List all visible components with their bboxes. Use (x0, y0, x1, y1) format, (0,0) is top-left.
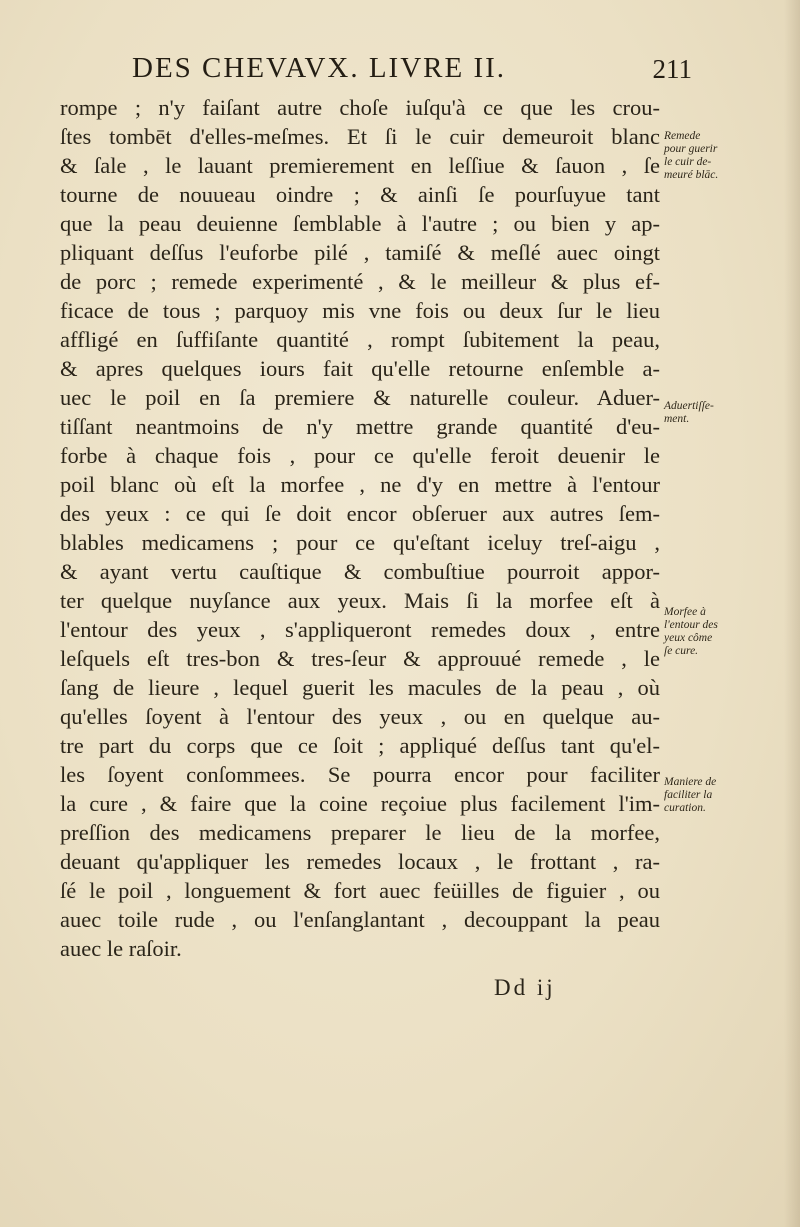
text-line: l'entour des yeux , s'appliqueront remedes doux , entre (60, 617, 660, 642)
text-line: tourne de nouueau oindre ; & ainſi ſe pourſuyue tant (60, 182, 660, 207)
text-line: leſquels eſt tres-bon & tres-ſeur & approuué remede , le (60, 646, 660, 671)
text-line: auec le raſoir. (60, 936, 182, 961)
running-header (132, 52, 692, 90)
text-line: tiſſant neantmoins de n'y mettre grande quantité d'eu- (60, 414, 660, 439)
text-line: preſſion des medicamens preparer le lieu de la morfee, (60, 820, 660, 845)
margin-note-remede (664, 130, 792, 182)
text-line: uec le poil en ſa premiere & naturelle couleur. Aduer- (60, 385, 660, 410)
catchword-signature: Dd ij (494, 975, 556, 1000)
text-line: forbe à chaque fois , pour ce qu'elle feroit deuenir le (60, 443, 660, 468)
margin-note-line: ment. (664, 413, 690, 425)
margin-note-maniere (664, 776, 792, 815)
text-line: que la peau deuienne ſemblable à l'autre ; ou bien y ap- (60, 211, 660, 236)
text-line: ſang de lieure , lequel guerit les macules de la peau , où (60, 675, 660, 700)
margin-note-morfee (664, 606, 792, 658)
text-line: & ayant vertu cauſtique & combuſtiue pourroit appor- (60, 559, 660, 584)
running-title: DES CHEVAVX. LIVRE II. (132, 52, 507, 84)
text-line: qu'elles ſoyent à l'entour des yeux , ou en quelque au- (60, 704, 660, 729)
text-line: affligé en ſuffiſante quantité , rompt ſubitement la peau, (60, 327, 660, 352)
margin-note-aduertissement (664, 400, 792, 426)
margin-note-line: yeux côme (664, 632, 713, 644)
margin-note-line: l'entour des (664, 619, 718, 631)
text-line: les ſoyent conſommees. Se pourra encor pour faciliter (60, 762, 660, 787)
margin-note-line: pour guerir (664, 143, 718, 155)
margin-note-line: ſe cure. (664, 645, 699, 657)
margin-note-line: le cuir de- (664, 156, 712, 168)
text-line: des yeux : ce qui ſe doit encor obſeruer aux autres ſem- (60, 501, 660, 526)
margin-note-line: Maniere de (664, 776, 717, 788)
text-line: ter quelque nuyſance aux yeux. Mais ſi la morfee eſt à (60, 588, 660, 613)
text-line: & ſale , le lauant premierement en leſſiue & ſauon , ſe (60, 153, 660, 178)
text-line: ficace de tous ; parquoy mis vne fois ou deux ſur le lieu (60, 298, 660, 323)
margin-note-line: Aduertiſſe- (664, 400, 714, 412)
text-line: ſé le poil , longuement & fort auec feüilles de figuier , ou (60, 878, 660, 903)
text-line: poil blanc où eſt la morfee , ne d'y en mettre à l'entour (60, 472, 660, 497)
margin-note-line: meuré blāc. (664, 169, 719, 181)
text-line: de porc ; remede experimenté , & le meilleur & plus ef- (60, 269, 660, 294)
text-line: & apres quelques iours fait qu'elle retourne enſemble a- (60, 356, 660, 381)
text-line: la cure , & faire que la coine reçoiue plus facilement l'im- (60, 791, 660, 816)
text-line: deuant qu'appliquer les remedes locaux , le frottant , ra- (60, 849, 660, 874)
text-line: auec toile rude , ou l'enſanglantant , decouppant la peau (60, 907, 660, 932)
body-text (60, 93, 660, 963)
text-line: tre part du corps que ce ſoit ; appliqué deſſus tant qu'el- (60, 733, 660, 758)
text-line: ſtes tombēt d'elles-meſmes. Et ſi le cuir demeuroit blanc (60, 124, 660, 149)
margin-note-line: Remede (664, 130, 701, 142)
margin-note-line: Morfee à (664, 606, 706, 618)
margin-note-line: faciliter la (664, 789, 713, 801)
page-number: 211 (652, 54, 692, 84)
margin-note-line: curation. (664, 802, 706, 814)
text-line: blables medicamens ; pour ce qu'eſtant iceluy treſ-aigu , (60, 530, 660, 555)
text-line: rompe ; n'y faiſant autre choſe iuſqu'à ce que les crou- (60, 95, 660, 120)
text-line: pliquant deſſus l'euforbe pilé , tamiſé & meſlé auec oingt (60, 240, 660, 265)
